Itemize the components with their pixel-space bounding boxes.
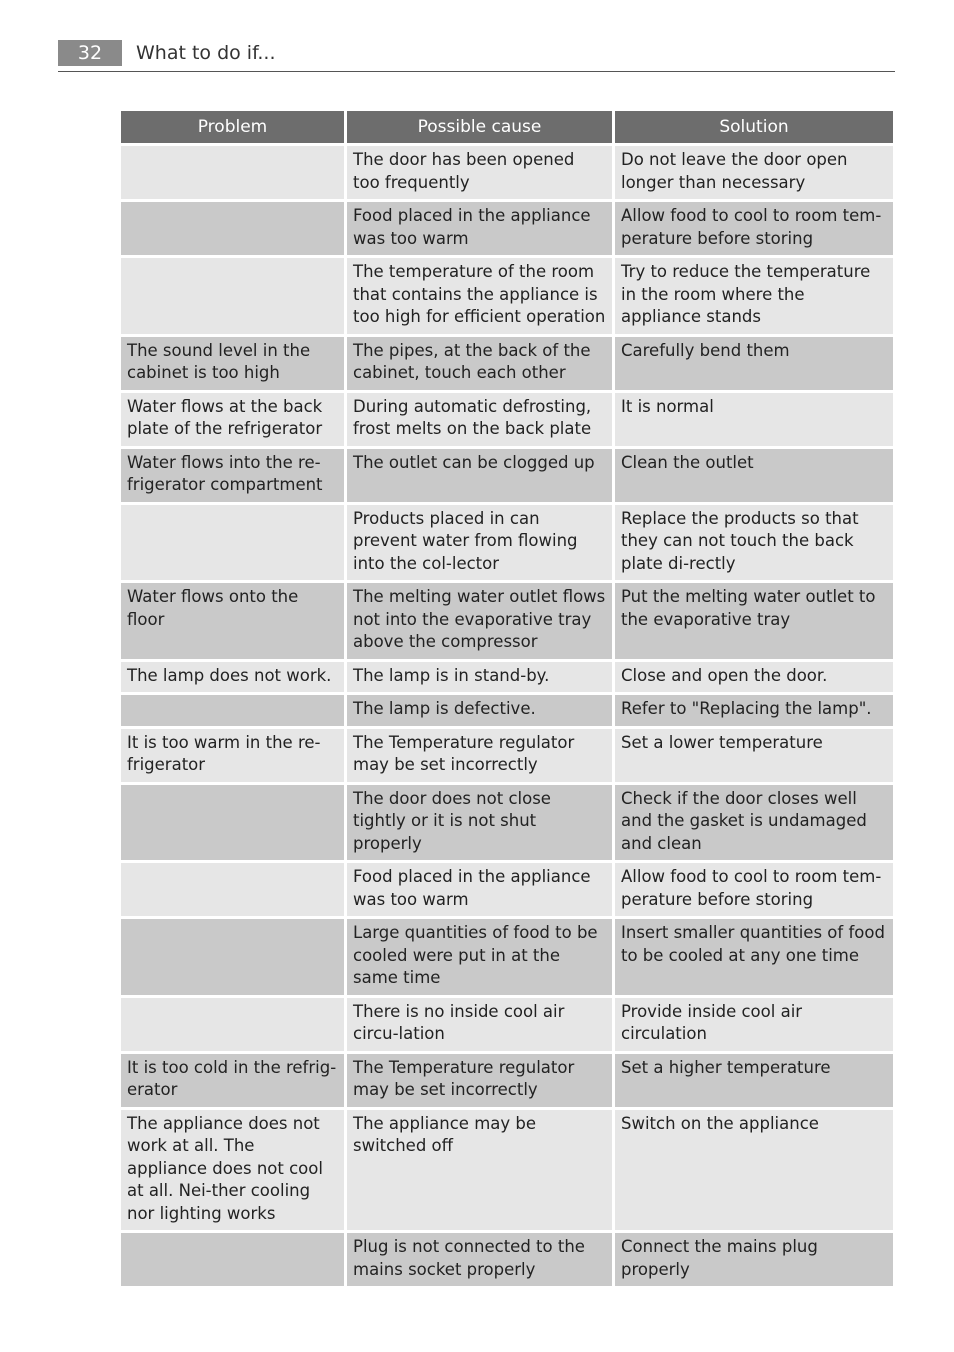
solution-cell: Carefully bend them: [615, 337, 893, 390]
cause-cell: The door does not close tightly or it is not shut properly: [347, 785, 612, 861]
problem-cell: [121, 919, 344, 995]
column-header-solution: Solution: [615, 111, 893, 143]
page-title: What to do if...: [136, 42, 276, 64]
problem-cell: Water flows at the back plate of the refrigerator: [121, 393, 344, 446]
problem-cell: Water flows into the re-frigerator compartment: [121, 449, 344, 502]
cause-cell: The pipes, at the back of the cabinet, touch each other: [347, 337, 612, 390]
solution-cell: Replace the products so that they can not touch the back plate di-rectly: [615, 505, 893, 581]
table-row: [121, 505, 893, 581]
table-header-row: [121, 111, 893, 143]
cause-cell: The lamp is in stand-by.: [347, 662, 612, 693]
problem-cell: The lamp does not work.: [121, 662, 344, 693]
problem-cell: [121, 695, 344, 726]
cause-cell: The melting water outlet flows not into the evaporative tray above the compressor: [347, 583, 612, 659]
cause-cell: Products placed in can prevent water from flowing into the col-lector: [347, 505, 612, 581]
table-row: [121, 662, 893, 693]
cause-cell: Large quantities of food to be cooled were put in at the same time: [347, 919, 612, 995]
table-row: [121, 449, 893, 502]
solution-cell: Allow food to cool to room tem-perature before storing: [615, 863, 893, 916]
table-row: [121, 729, 893, 782]
problem-cell: [121, 998, 344, 1051]
cause-cell: The appliance may be switched off: [347, 1110, 612, 1231]
solution-cell: Try to reduce the temperature in the room where the appliance stands: [615, 258, 893, 334]
solution-cell: Allow food to cool to room tem-perature before storing: [615, 202, 893, 255]
table-row: [121, 202, 893, 255]
cause-cell: The Temperature regulator may be set incorrectly: [347, 1054, 612, 1107]
table-row: [121, 146, 893, 199]
table-row: [121, 919, 893, 995]
header-divider: [58, 71, 895, 72]
solution-cell: It is normal: [615, 393, 893, 446]
solution-cell: Connect the mains plug properly: [615, 1233, 893, 1286]
solution-cell: Put the melting water outlet to the evaporative tray: [615, 583, 893, 659]
cause-cell: Food placed in the appliance was too warm: [347, 863, 612, 916]
table-row: [121, 863, 893, 916]
table-row: [121, 583, 893, 659]
solution-cell: Do not leave the door open longer than necessary: [615, 146, 893, 199]
problem-cell: [121, 785, 344, 861]
cause-cell: The Temperature regulator may be set incorrectly: [347, 729, 612, 782]
table-row: [121, 1233, 893, 1286]
problem-cell: [121, 1233, 344, 1286]
table-row: [121, 1110, 893, 1231]
problem-cell: The sound level in the cabinet is too high: [121, 337, 344, 390]
problem-cell: It is too cold in the refrig-erator: [121, 1054, 344, 1107]
cause-cell: Plug is not connected to the mains socket properly: [347, 1233, 612, 1286]
column-header-cause: Possible cause: [347, 111, 612, 143]
cause-cell: During automatic defrosting, frost melts on the back plate: [347, 393, 612, 446]
solution-cell: Set a lower temperature: [615, 729, 893, 782]
table-row: [121, 785, 893, 861]
cause-cell: The outlet can be clogged up: [347, 449, 612, 502]
table-row: [121, 998, 893, 1051]
table-row: [121, 337, 893, 390]
troubleshooting-table: [118, 108, 896, 1289]
problem-cell: The appliance does not work at all. The appliance does not cool at all. Nei-ther cooling nor lighting works: [121, 1110, 344, 1231]
cause-cell: The lamp is defective.: [347, 695, 612, 726]
table-row: [121, 1054, 893, 1107]
solution-cell: Insert smaller quantities of food to be cooled at any one time: [615, 919, 893, 995]
solution-cell: Set a higher temperature: [615, 1054, 893, 1107]
problem-cell: [121, 505, 344, 581]
problem-cell: [121, 146, 344, 199]
solution-cell: Close and open the door.: [615, 662, 893, 693]
cause-cell: The temperature of the room that contains the appliance is too high for efficient operation: [347, 258, 612, 334]
cause-cell: There is no inside cool air circu-lation: [347, 998, 612, 1051]
solution-cell: Check if the door closes well and the gasket is undamaged and clean: [615, 785, 893, 861]
cause-cell: Food placed in the appliance was too warm: [347, 202, 612, 255]
solution-cell: Provide inside cool air circulation: [615, 998, 893, 1051]
problem-cell: Water flows onto the floor: [121, 583, 344, 659]
solution-cell: Switch on the appliance: [615, 1110, 893, 1231]
column-header-problem: Problem: [121, 111, 344, 143]
cause-cell: The door has been opened too frequently: [347, 146, 612, 199]
solution-cell: Clean the outlet: [615, 449, 893, 502]
problem-cell: [121, 202, 344, 255]
solution-cell: Refer to "Replacing the lamp".: [615, 695, 893, 726]
table-row: [121, 258, 893, 334]
table-row: [121, 393, 893, 446]
problem-cell: It is too warm in the re-frigerator: [121, 729, 344, 782]
problem-cell: [121, 863, 344, 916]
page-number: 32: [58, 40, 122, 66]
problem-cell: [121, 258, 344, 334]
page-header: [58, 40, 895, 72]
table-row: [121, 695, 893, 726]
